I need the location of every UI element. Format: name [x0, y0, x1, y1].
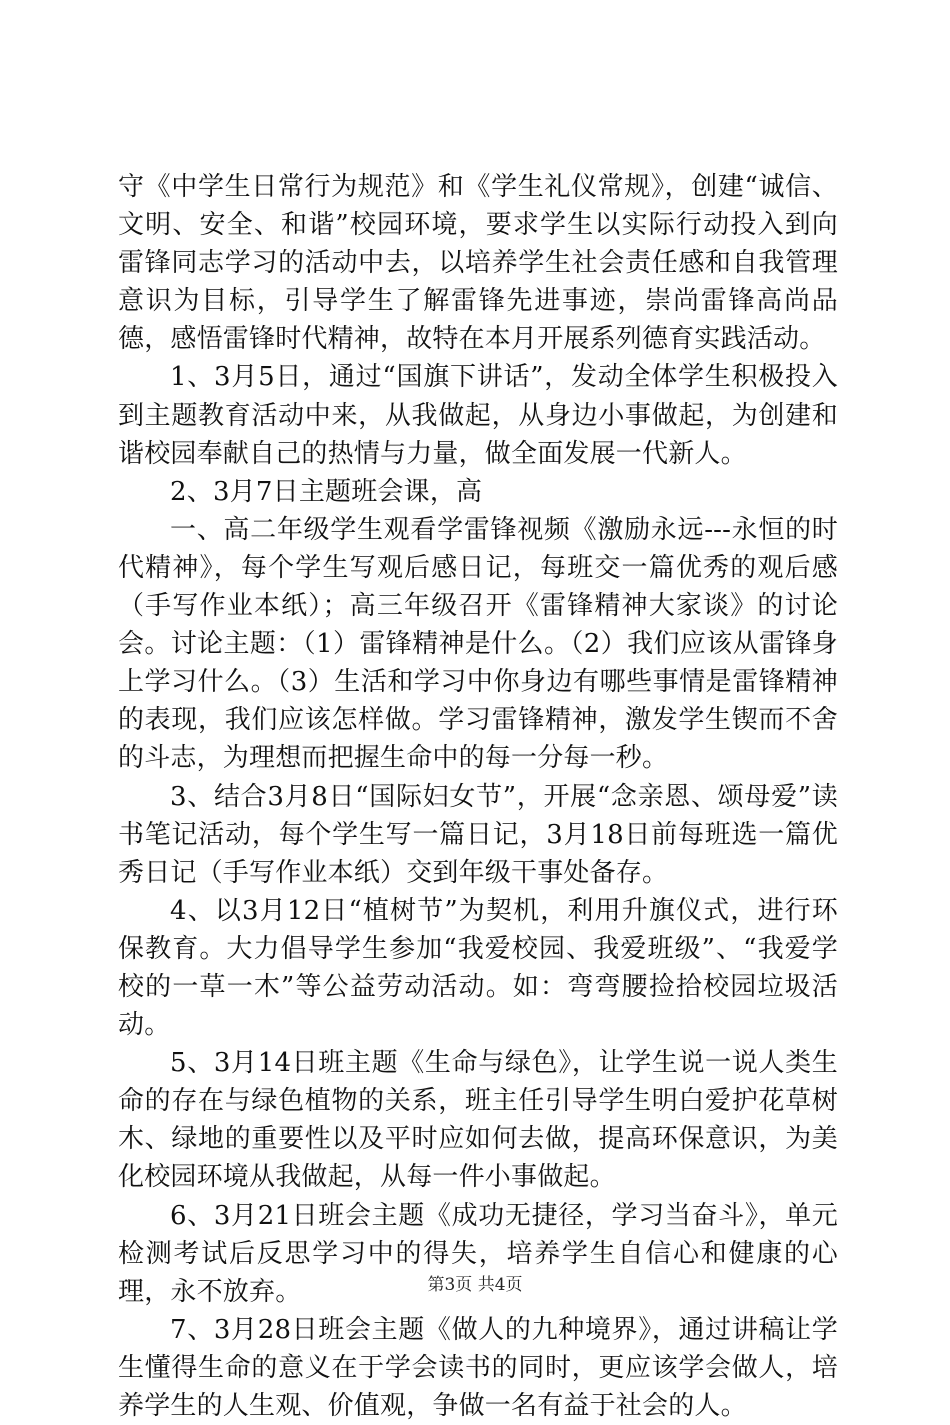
paragraph-item-3: 3、结合3月8日“国际妇女节”，开展“念亲恩、颂母爱”读书笔记活动，每个学生写一篇日记，3月18日前每班选一篇优秀日记（手写作业本纸）交到年级干事处备存。 — [118, 781, 838, 888]
paragraph-intro-continued: 守《中学生日常行为规范》和《学生礼仪常规》，创建“诚信、文明、安全、和谐”校园环境，要求学生以实际行动投入到向雷锋同志学习的活动中去，以培养学生社会责任感和自我管理意识为目标，引导学生了解雷锋先进事迹，崇尚雷锋高尚品德，感悟雷锋时代精神，故特在本月开展系列德育实践活动。 — [118, 172, 838, 355]
paragraph-item-2-detail: 一、高二年级学生观看学雷锋视频《激励永远---永恒的时代精神》，每个学生写观后感日记，每班交一篇优秀的观后感（手写作业本纸）；高三年级召开《雷锋精神大家谈》的讨论会。讨论主题：（1）雷锋精神是什么。（2）我们应该从雷锋身上学习什么。（3）生活和学习中你身边有哪些事情是雷锋精神的表现，我们应该怎样做。学习雷锋精神，激发学生锲而不舍的斗志，为理想而把握生命中的每一分每一秒。 — [118, 514, 838, 774]
paragraph-item-1: 1、3月5日，通过“国旗下讲话”，发动全体学生积极投入到主题教育活动中来，从我做起，从身边小事做起，为创建和谐校园奉献自己的热情与力量，做全面发展一代新人。 — [118, 362, 838, 469]
paragraph-item-2: 2、3月7日主题班会课，高 — [170, 476, 483, 507]
paragraph-item-7: 7、3月28日班会主题《做人的九种境界》，通过讲稿让学生懂得生命的意义在于学会读书的同时，更应该学会做人，培养学生的人生观、价值观，争做一名有益于社会的人。 — [118, 1314, 838, 1421]
page-footer: 第3页 共4页 — [427, 1275, 523, 1295]
document-body — [118, 168, 838, 1425]
paragraph-item-4: 4、以3月12日“植树节”为契机，利用升旗仪式，进行环保教育。大力倡导学生参加“我爱校园、我爱班级”、“我爱学校的一草一木”等公益劳动活动。如：弯弯腰捡拾校园垃圾活动。 — [118, 895, 838, 1041]
paragraph-item-5: 5、3月14日班主题《生命与绿色》，让学生说一说人类生命的存在与绿色植物的关系，班主任引导学生明白爱护花草树木、绿地的重要性以及平时应如何去做，提高环保意识，为美化校园环境从我做起，从每一件小事做起。 — [118, 1048, 838, 1193]
paragraph-item-6: 6、3月21日班会主题《成功无捷径，学习当奋斗》，单元检测考试后反思学习中的得失，培养学生自信心和健康的心理，永不放弃。 — [118, 1200, 838, 1307]
